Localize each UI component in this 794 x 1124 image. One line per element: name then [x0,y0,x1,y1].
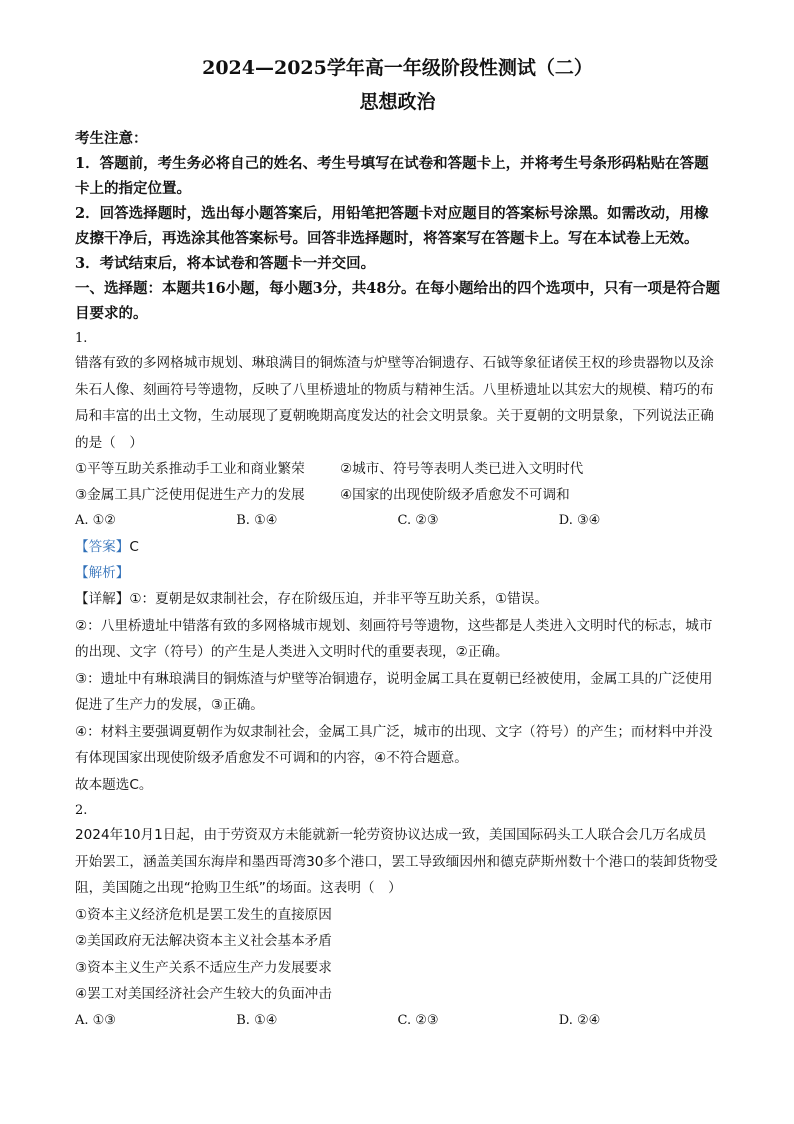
question-1-choice-a: A. ①② [75,513,116,528]
answer-value: C [129,539,139,555]
question-1-answer [75,534,720,560]
question-2-choices [75,1008,720,1034]
analysis-tag: 【解析】 [75,565,130,581]
question-2-choice-d: D. ②④ [558,1012,601,1028]
question-1-conclusion: 故本题选C。 [75,776,153,793]
notice-item-1: 1．答题前，考生务必将自己的姓名、考生号填写在试卷和答题卡上，并将考生号条形码粘贴在答题卡上的指定位置。 [75,155,709,197]
question-1-option-3: ③金属工具广泛使用促进生产力的发展 [75,487,305,503]
question-2-number: 2. [75,803,88,818]
question-1-choice-d: D. ③④ [558,513,601,528]
question-2-choice-a: A. ①③ [75,1012,116,1028]
question-1-stem: 错落有致的多网格城市规划、琳琅满目的铜炼渣与炉壁等冶铜遗存、石钺等象征诸侯王权的珍贵器物以及涂朱石人像、刻画符号等遗物，反映了八里桥遗址的物质与精神生活。八里桥遗址以其宏大的规模、精巧的布局和丰富的出土文物，生动展现了夏朝晚期高度发达的社会文明景象。关于夏朝的文明景象，下列说法正确的是（ ） [75,355,714,451]
answer-tag: 【答案】 [75,539,130,555]
question-1-choice-b: B. ①④ [236,513,278,528]
notice-item-2: 2．回答选择题时，选出每小题答案后，用铅笔把答题卡对应题目的答案标号涂黑。如需改动，用橡皮擦干净后，再选涂其他答案标号。回答非选择题时，将答案写在答题卡上。写在本试卷上无效。 [75,205,709,247]
notice-item-3: 3．考试结束后，将本试卷和答题卡一并交回。 [75,255,376,272]
question-1-option-2: ②城市、符号等表明人类已进入文明时代 [340,461,584,477]
question-1-detail-4: ④：材料主要强调夏朝作为奴隶制社会，金属工具广泛，城市的出现、文字（符号）的产生；而材料中并没有体现国家出现使阶级矛盾愈发不可调和的内容，④不符合题意。 [75,723,713,766]
question-1-choices [75,508,720,534]
question-2-option-2: ②美国政府无法解决资本主义社会基本矛盾 [75,933,332,949]
question-2-option-1: ①资本主义经济危机是罢工发生的直接原因 [75,906,332,923]
question-1-options-row-2 [75,482,720,508]
exam-title: 2024—2025学年高一年级阶段性测试（二） [202,57,593,79]
question-1-detail-1: 【详解】①：夏朝是奴隶制社会，存在阶级压迫，并非平等互助关系，①错误。 [75,591,548,607]
exam-subject: 思想政治 [359,91,436,113]
question-2-stem: 2024年10月1日起，由于劳资双方未能就新一轮劳资协议达成一致，美国国际码头工人联合会几万名成员开始罢工，涵盖美国东海岸和墨西哥湾30多个港口，罢工导致缅因州和德克萨斯州数十个港口的装卸货物受阻，美国随之出现“抢购卫生纸”的场面。这表明（ ） [75,827,718,896]
detail-tag: 【详解】 [75,591,130,607]
section-heading: 一、选择题：本题共16小题，每小题3分，共48分。在每小题给出的四个选项中，只有一项是符合题目要求的。 [75,280,720,322]
question-2-option-4: ④罢工对美国经济社会产生较大的负面冲击 [75,986,332,1002]
question-1-detail-2: ②：八里桥遗址中错落有致的多网格城市规划、刻画符号等遗物，这些都是人类进入文明时代的标志，城市的出现、文字（符号）的产生是人类进入文明时代的重要表现，②正确。 [75,617,713,660]
question-2-choice-c: C. ②③ [397,1012,439,1028]
question-1-detail-3: ③：遗址中有琳琅满目的铜炼渣与炉壁等冶铜遗存，说明金属工具在夏朝已经被使用，金属工具的广泛使用促进了生产力的发展，③正确。 [75,670,713,713]
question-1-options-row-1 [75,456,720,482]
question-1-choice-c: C. ②③ [397,513,439,528]
question-2-option-3: ③资本主义生产关系不适应生产力发展要求 [75,959,332,976]
notice-heading: 考生注意： [75,130,148,147]
question-1-option-4: ④国家的出现使阶级矛盾愈发不可调和 [340,487,570,503]
question-2-choice-b: B. ①④ [236,1012,278,1028]
question-1-option-1: ①平等互助关系推动手工业和商业繁荣 [75,461,305,477]
question-1-number: 1. [75,331,88,346]
